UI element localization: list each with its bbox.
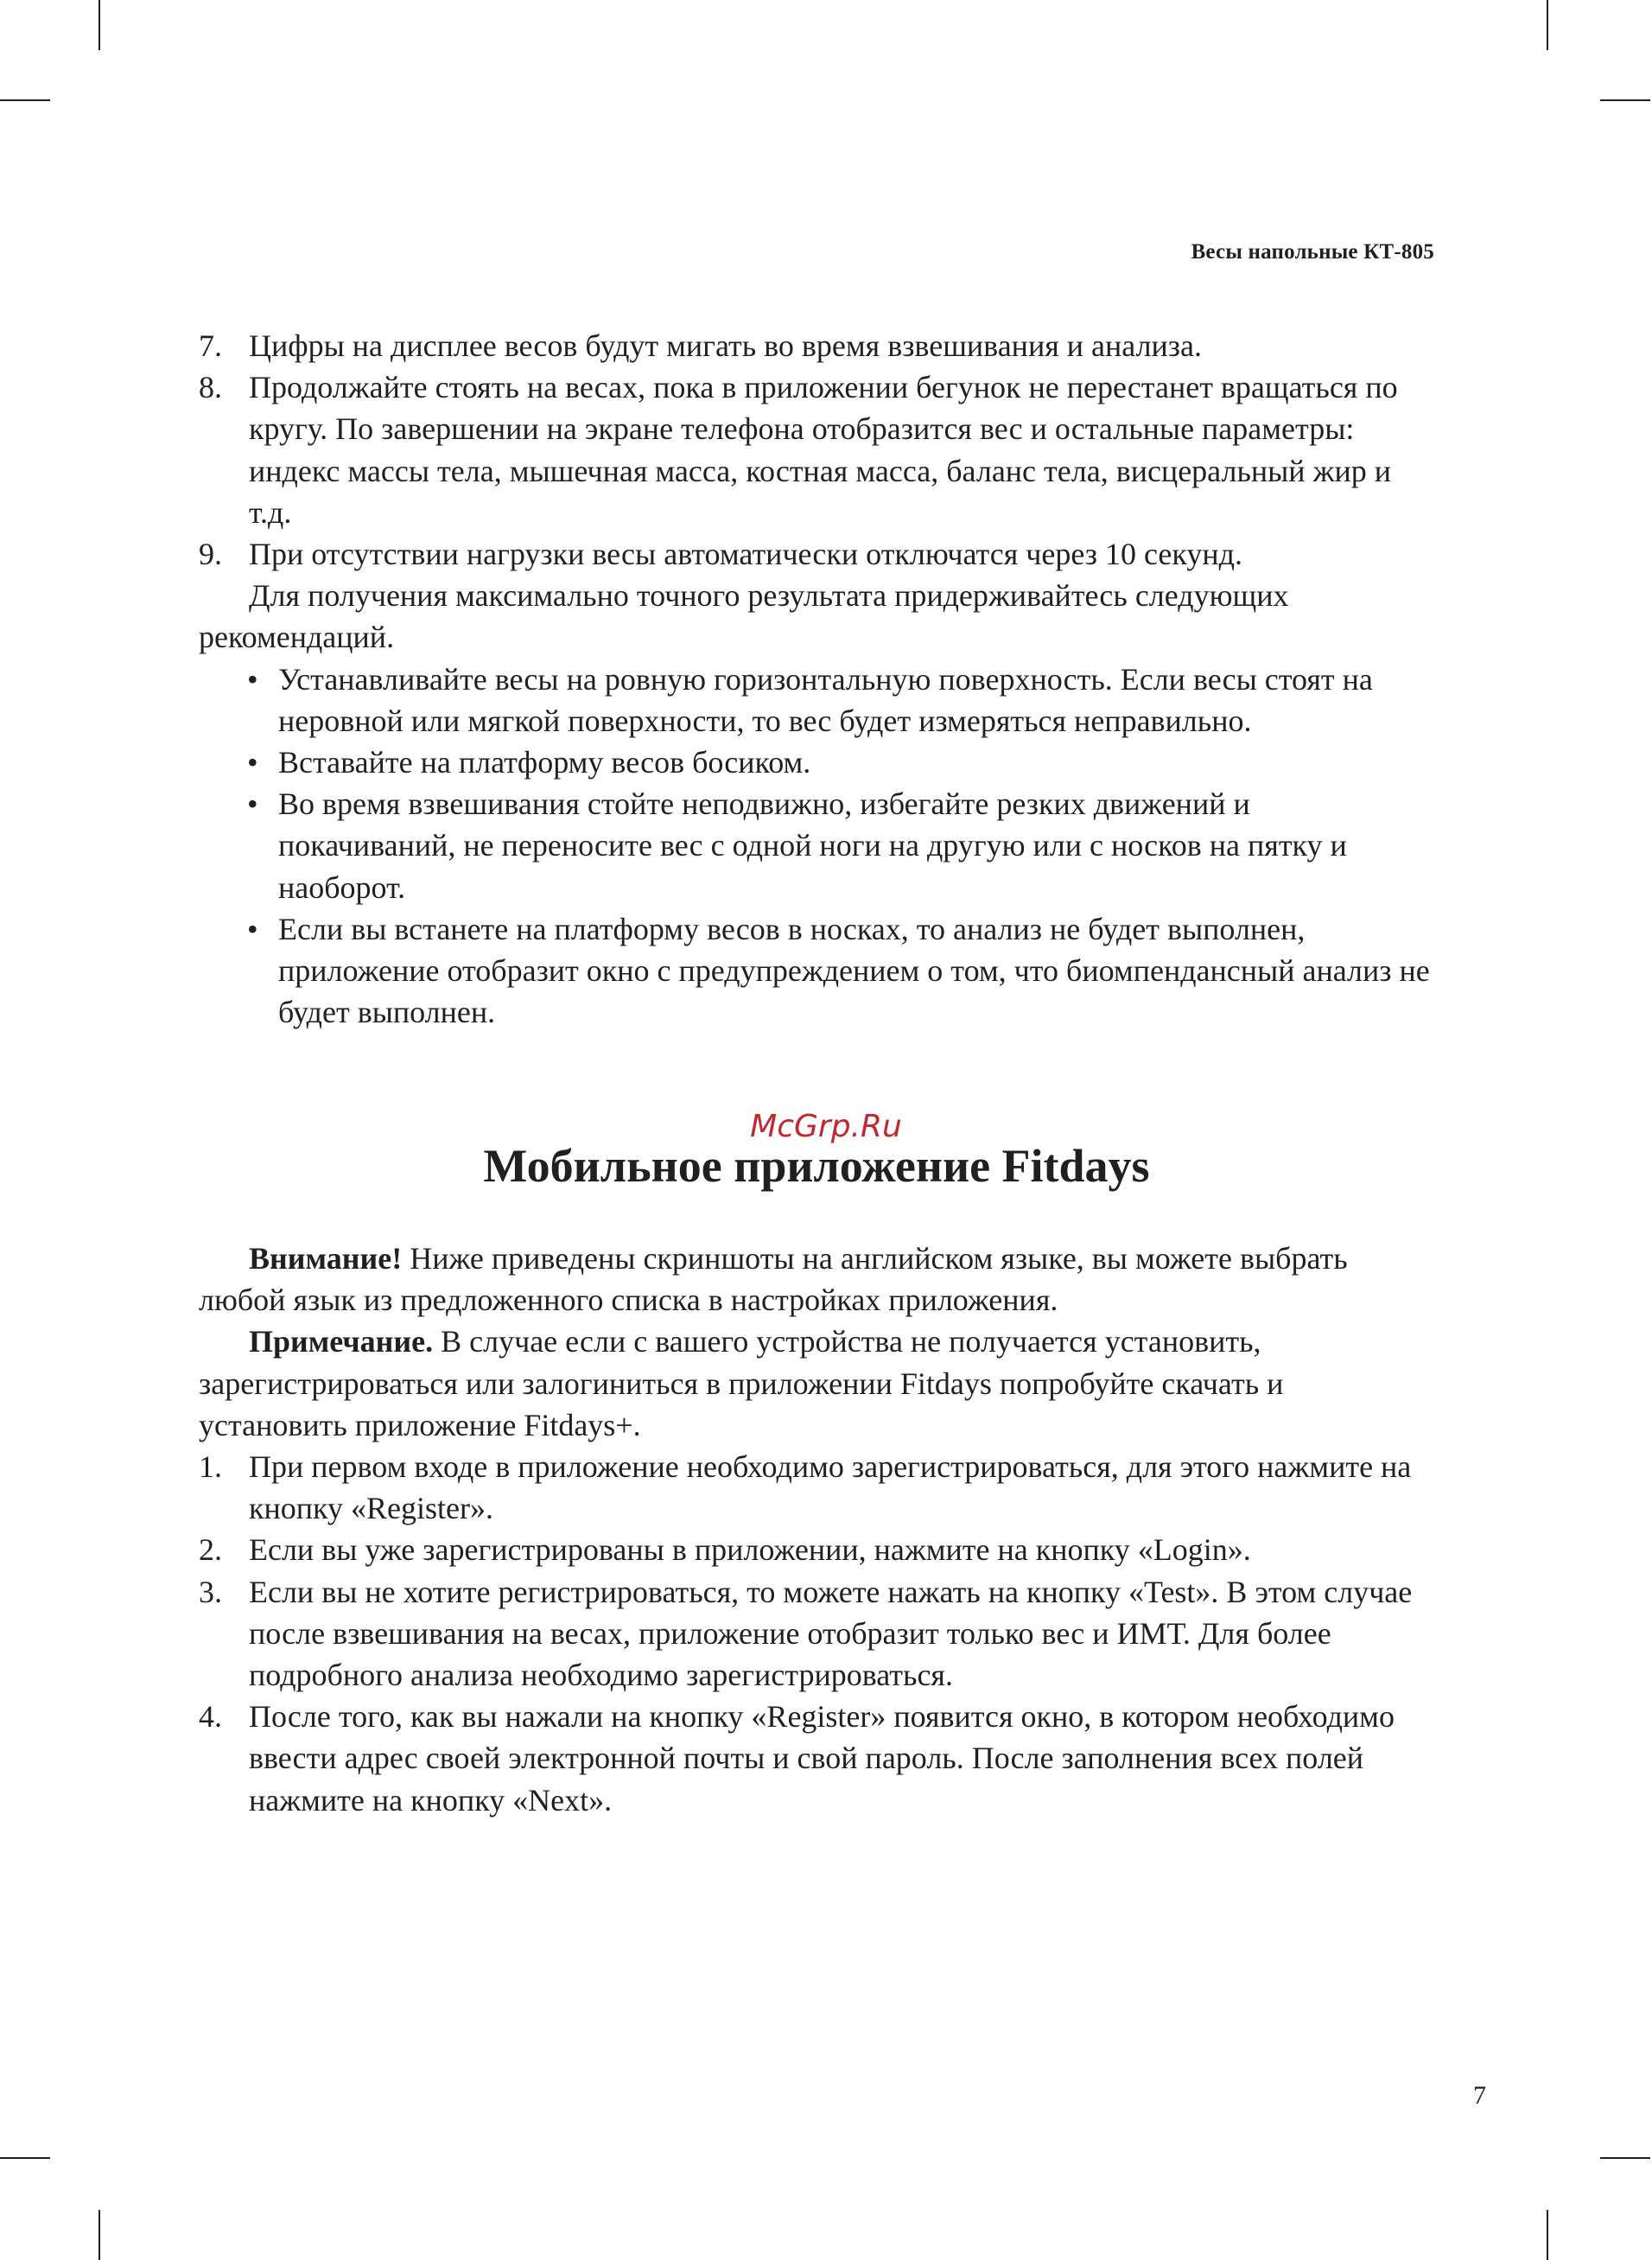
list-item bbox=[199, 325, 1434, 366]
section-title: Мобильное приложение Fitdays bbox=[483, 1140, 1150, 1192]
bullet-text: Если вы встанете на платформу весов в носках, то анализ не будет выполнен, приложение отобразит окно с предупреждением о том, что биомпендансный анализ не будет выполнен. bbox=[278, 911, 1430, 1030]
item-text: При отсутствии нагрузки весы автоматически отключатся через 10 секунд. bbox=[249, 537, 1242, 572]
item-number: 3. bbox=[199, 1574, 222, 1609]
bullet-icon: • bbox=[247, 786, 258, 822]
bullet-icon: • bbox=[247, 661, 258, 697]
attention-label: Внимание! bbox=[249, 1241, 403, 1276]
item-number: 7. bbox=[199, 328, 222, 363]
bullet-item bbox=[199, 908, 1434, 1034]
item-text: После того, как вы нажали на кнопку «Register» появится окно, в котором необходимо ввести адрес своей электронной почты и свой пароль. После заполнения всех полей нажмите на кнопку «Next». bbox=[249, 1699, 1395, 1818]
attention-text: Ниже приведены скриншоты на английском языке, вы можете выбрать любой язык из предложенного списка в настройках приложения. bbox=[199, 1241, 1348, 1318]
steps-list-bottom bbox=[199, 1446, 1434, 1821]
item-number: 1. bbox=[199, 1449, 222, 1485]
bullet-text: Устанавливайте весы на ровную горизонтальную поверхность. Если весы стоят на неровной или мягкой поверхности, то вес будет измеряться неправильно. bbox=[278, 661, 1373, 738]
crop-mark bbox=[98, 0, 100, 50]
bullet-item bbox=[199, 742, 1434, 783]
item-text: При первом входе в приложение необходимо зарегистрироваться, для этого нажмите на кнопку «Register». bbox=[249, 1449, 1412, 1526]
bullet-icon: • bbox=[247, 911, 258, 946]
watermark: McGrp.Ru bbox=[750, 1109, 902, 1144]
attention-paragraph bbox=[199, 1238, 1434, 1321]
crop-mark bbox=[98, 2210, 100, 2260]
item-text: Продолжайте стоять на весах, пока в приложении бегунок не перестанет вращаться по кругу. По завершении на экране телефона отобразится вес и остальные параметры: индекс массы тела, мышечная масса, костная масса, баланс тела, висцеральный жир и т.д. bbox=[249, 370, 1398, 530]
bullet-item bbox=[199, 783, 1434, 908]
list-item bbox=[199, 1446, 1434, 1529]
running-title: Весы напольные КТ-805 bbox=[1191, 240, 1434, 264]
bullet-text: Во время взвешивания стойте неподвижно, избегайте резких движений и покачиваний, не переносите вес с одной ноги на другую или с носков на пятку и наоборот. bbox=[278, 786, 1347, 905]
list-item bbox=[199, 1696, 1434, 1821]
item-number: 4. bbox=[199, 1699, 222, 1735]
steps-list-top bbox=[199, 325, 1434, 575]
list-item bbox=[199, 366, 1434, 533]
item-text: Если вы уже зарегистрированы в приложении, нажмите на кнопку «Login». bbox=[249, 1532, 1251, 1568]
crop-mark bbox=[0, 99, 50, 101]
item-text: Если вы не хотите регистрироваться, то можете нажать на кнопку «Test». В этом случае после взвешивания на весах, приложение отобразит только вес и ИМТ. Для более подробного анализа необходимо зарегистрироваться. bbox=[249, 1574, 1413, 1693]
note-text: В случае если с вашего устройства не получается установить, зарегистрироваться или залогиниться в приложении Fitdays попробуйте скачать и установить приложение Fitdays+. bbox=[199, 1324, 1284, 1442]
recommendations-intro: Для получения максимально точного результата придерживайтесь следующих рекомендаций. bbox=[199, 578, 1289, 655]
crop-mark bbox=[0, 2157, 50, 2159]
bullet-text: Вставайте на платформу весов босиком. bbox=[278, 745, 811, 780]
crop-mark bbox=[1600, 99, 1650, 101]
page-body-top bbox=[199, 325, 1434, 1033]
crop-mark bbox=[1547, 0, 1548, 50]
crop-mark bbox=[1547, 2210, 1548, 2260]
list-item bbox=[199, 1529, 1434, 1570]
recommendations-list bbox=[199, 659, 1434, 1034]
bullet-icon: • bbox=[247, 745, 258, 780]
page-body-bottom bbox=[199, 1238, 1434, 1821]
note-paragraph bbox=[199, 1321, 1434, 1446]
note-label: Примечание. bbox=[249, 1324, 434, 1359]
item-number: 8. bbox=[199, 370, 222, 405]
crop-mark bbox=[1600, 2157, 1650, 2159]
item-number: 9. bbox=[199, 537, 222, 572]
bullet-item bbox=[199, 659, 1434, 742]
item-number: 2. bbox=[199, 1532, 222, 1568]
list-item bbox=[199, 533, 1434, 575]
item-text: Цифры на дисплее весов будут мигать во время взвешивания и анализа. bbox=[249, 328, 1203, 363]
list-item bbox=[199, 1571, 1434, 1697]
page-number: 7 bbox=[1473, 2081, 1486, 2110]
